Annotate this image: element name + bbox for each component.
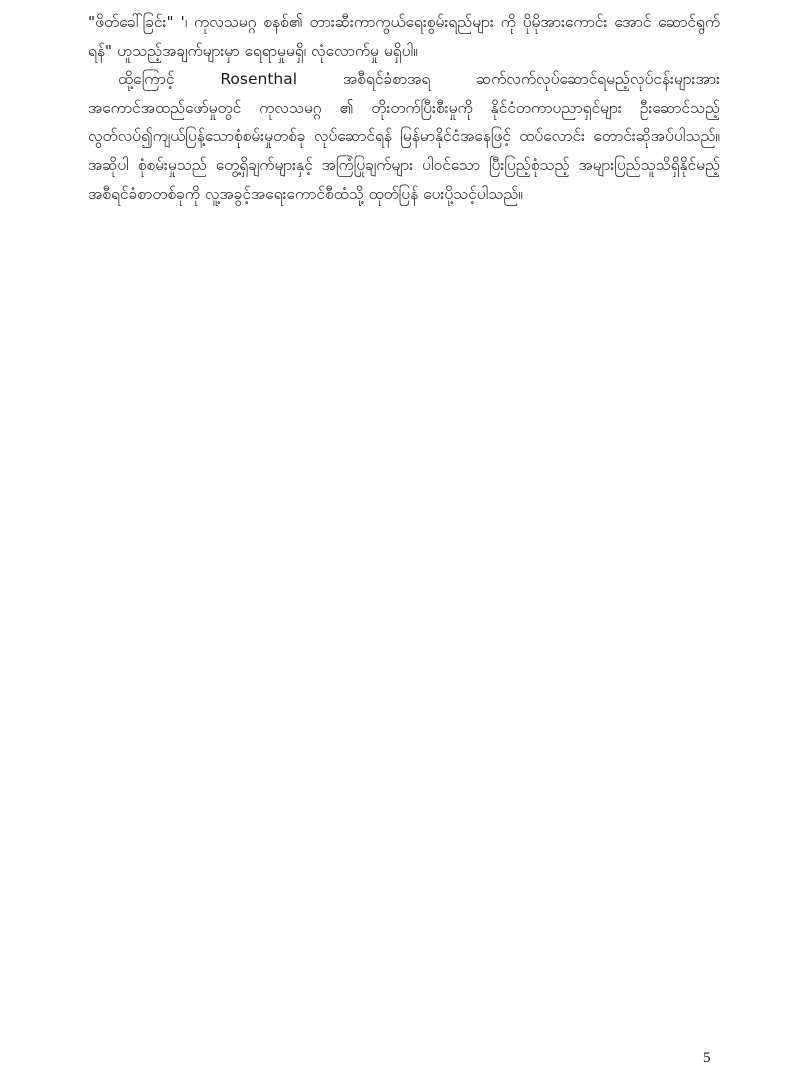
paragraph-2: ထို့ကြောင့် Rosenthal အစီရင်ခံစာအရ ဆက်လက်လုပ်ဆောင်ရမည့်လုပ်ငန်းများအား အကောင်အထည်ဖော်မှုတွင် ကုလသမဂ္ဂ ၏ တိုးတက်ပြီးစီးမှုကို နိုင်ငံတကာပညာရှင်များ ဦးဆောင်သည့် လွတ်လပ်၍ကျယ်ပြန့်သောစုံစမ်းမှုတစ်ခု လုပ်ဆောင်ရန် မြန်မာနိုင်ငံအနေဖြင့် ထပ်လောင်း တောင်းဆိုအပ်ပါသည်။ အဆိုပါ စုံစမ်းမှုသည် တွေ့ရှိချက်များနှင့် အကြံပြုချက်များ ပါဝင်သော ပြီးပြည့်စုံသည့် အများပြည်သူသိရှိနိုင်မည့် အစီရင်ခံစာတစ်ခုကို လူ့အခွင့်အရေးကောင်စီထံသို့ ထုတ်ပြန် ပေးပို့သင့်ပါသည်။	[88, 70, 720, 203]
paragraph-1: "ဖိတ်ခေါ်ခြင်း" '၊ ကုလသမဂ္ဂ စနစ်၏ တားဆီးကာကွယ်ရေးစွမ်းရည်များ ကို ပိုမိုအားကောင်း အောင် ဆောင်ရွက်ရန်" ဟူသည့်အချက်များမှာ ရေရာမှုမရှိ၊ လုံလောက်မှု မရှိပါ။	[88, 13, 720, 60]
page-number: 5	[703, 1050, 711, 1066]
body-text	[88, 8, 720, 208]
